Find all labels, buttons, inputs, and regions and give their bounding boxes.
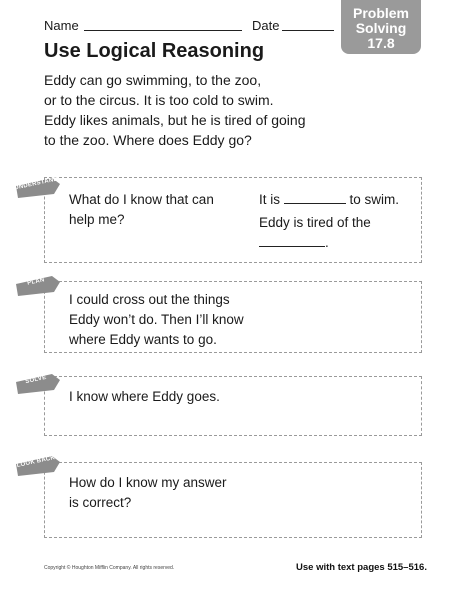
badge-line-2: Solving bbox=[355, 20, 407, 36]
solve-text: I know where Eddy goes. bbox=[69, 389, 220, 404]
plan-line: I could cross out the things bbox=[69, 292, 230, 307]
badge-line-1: Problem bbox=[352, 5, 409, 21]
date-label: Date bbox=[252, 18, 280, 33]
fill-2-end: . bbox=[325, 235, 329, 250]
understand-question bbox=[69, 190, 214, 230]
fill-1-after: to swim. bbox=[349, 192, 400, 207]
problem-solving-badge bbox=[341, 0, 421, 54]
solve-tab bbox=[14, 372, 62, 396]
look-back-tab bbox=[14, 454, 62, 478]
look-back-text bbox=[69, 473, 227, 513]
understand-box bbox=[44, 177, 422, 263]
understand-tab bbox=[14, 176, 62, 200]
date-blank[interactable] bbox=[282, 30, 334, 31]
fill-2-line: Eddy is tired of the bbox=[259, 215, 371, 230]
understand-fill-2 bbox=[259, 213, 371, 253]
intro-line: Eddy likes animals, but he is tired of going bbox=[44, 112, 306, 128]
fill-1-blank[interactable] bbox=[284, 192, 346, 204]
text-pages-note: Use with text pages 515–516. bbox=[296, 562, 427, 573]
understand-question-line: What do I know that can bbox=[69, 192, 214, 207]
page-title: Use Logical Reasoning bbox=[44, 40, 265, 62]
intro-line: Eddy can go swimming, to the zoo, bbox=[44, 72, 262, 88]
look-back-line: is correct? bbox=[69, 495, 132, 510]
plan-box bbox=[44, 281, 422, 353]
fill-1-before: It is bbox=[259, 192, 281, 207]
plan-tab-label: PLAN bbox=[26, 277, 46, 287]
fill-2-blank[interactable] bbox=[259, 235, 325, 247]
plan-line: where Eddy wants to go. bbox=[69, 332, 217, 347]
copyright-notice: Copyright © Houghton Mifflin Company. All rights reserved. bbox=[44, 565, 175, 571]
solve-tab-label: SOLVE bbox=[24, 374, 48, 386]
plan-text bbox=[69, 290, 244, 350]
solve-box bbox=[44, 376, 422, 436]
name-blank[interactable] bbox=[84, 30, 242, 31]
understand-fill-1 bbox=[259, 190, 399, 210]
intro-line: or to the circus. It is too cold to swim. bbox=[44, 92, 274, 108]
look-back-box bbox=[44, 462, 422, 538]
name-label: Name bbox=[44, 18, 79, 33]
understand-question-line: help me? bbox=[69, 212, 125, 227]
plan-tab bbox=[14, 274, 62, 298]
plan-line: Eddy won’t do. Then I’ll know bbox=[69, 312, 244, 327]
look-back-tab-label: LOOK BACK bbox=[16, 455, 56, 469]
intro-line: to the zoo. Where does Eddy go? bbox=[44, 132, 252, 148]
badge-line-3: 17.8 bbox=[367, 35, 395, 51]
look-back-line: How do I know my answer bbox=[69, 475, 227, 490]
understand-tab-label: UNDERSTAND bbox=[13, 176, 59, 192]
intro-paragraph bbox=[44, 70, 364, 150]
